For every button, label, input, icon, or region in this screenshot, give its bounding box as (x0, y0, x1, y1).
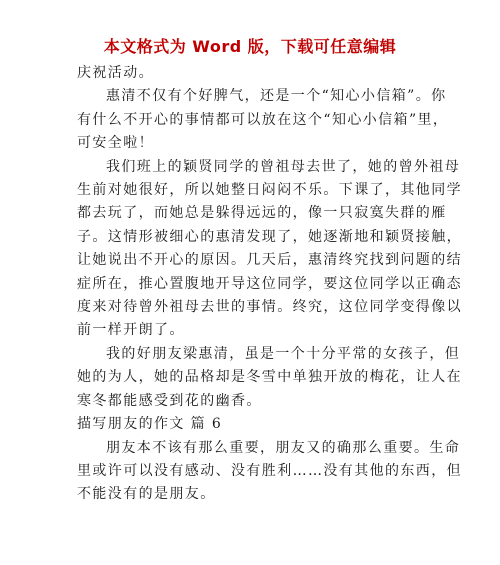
document-header (0, 34, 500, 57)
text-line: 让她说出不开心的原因。几天后，惠清终究找到问题的结 (77, 252, 462, 269)
text-line: 前一样开朗了。 (77, 322, 185, 339)
text-line: 描写朋友的作文 篇 6 (77, 416, 223, 433)
text-line: 有什么不开心的事情都可以放在这个“知心小信箱”里， (77, 111, 449, 128)
text-line: 生前对她很好，所以她整日闷闷不乐。下课了，其他同学 (77, 182, 462, 199)
text-line: 可安全啦！ (77, 135, 154, 152)
section-heading (77, 413, 429, 436)
paragraph (77, 343, 462, 413)
text-line: 寒冬都能感受到花的幽香。 (77, 392, 262, 409)
text-line: 我们班上的颖贤同学的曾祖母去世了，她的曾外祖母 (106, 158, 461, 175)
paragraph (77, 62, 429, 85)
text-line: 症所在，推心置腹地开导这位同学，要这位同学以正确态 (77, 275, 462, 292)
paragraph (77, 156, 462, 343)
header-title: 本文格式为 Word 版，下载可任意编辑 (103, 37, 397, 56)
text-line: 都去玩了，而她总是躲得远远的，像一只寂寞失群的雁 (77, 205, 447, 222)
text-line: 她的为人，她的品格却是冬雪中单独开放的梅花，让人在 (77, 369, 462, 386)
text-line: 朋友本不该有那么重要，朋友又的确那么重要。生命 (106, 439, 461, 456)
text-line: 里或许可以没有感动、没有胜利……没有其他的东西，但 (77, 462, 462, 479)
paragraph (77, 85, 449, 155)
text-line: 子。这情形被细心的惠清发现了，她逐渐地和颖贤接触， (77, 228, 462, 245)
text-line: 我的好朋友梁惠清，虽是一个十分平常的女孩子，但 (106, 345, 461, 362)
document-body (77, 62, 462, 507)
text-line: 惠清不仅有个好脾气，还是一个“知心小信箱”。你 (106, 88, 447, 105)
text-line: 度来对待曾外祖母去世的事情。终究，这位同学变得像以 (77, 299, 462, 316)
text-line: 庆祝活动。 (77, 65, 154, 81)
paragraph (77, 437, 462, 507)
text-line: 不能没有的是朋友。 (77, 486, 216, 503)
